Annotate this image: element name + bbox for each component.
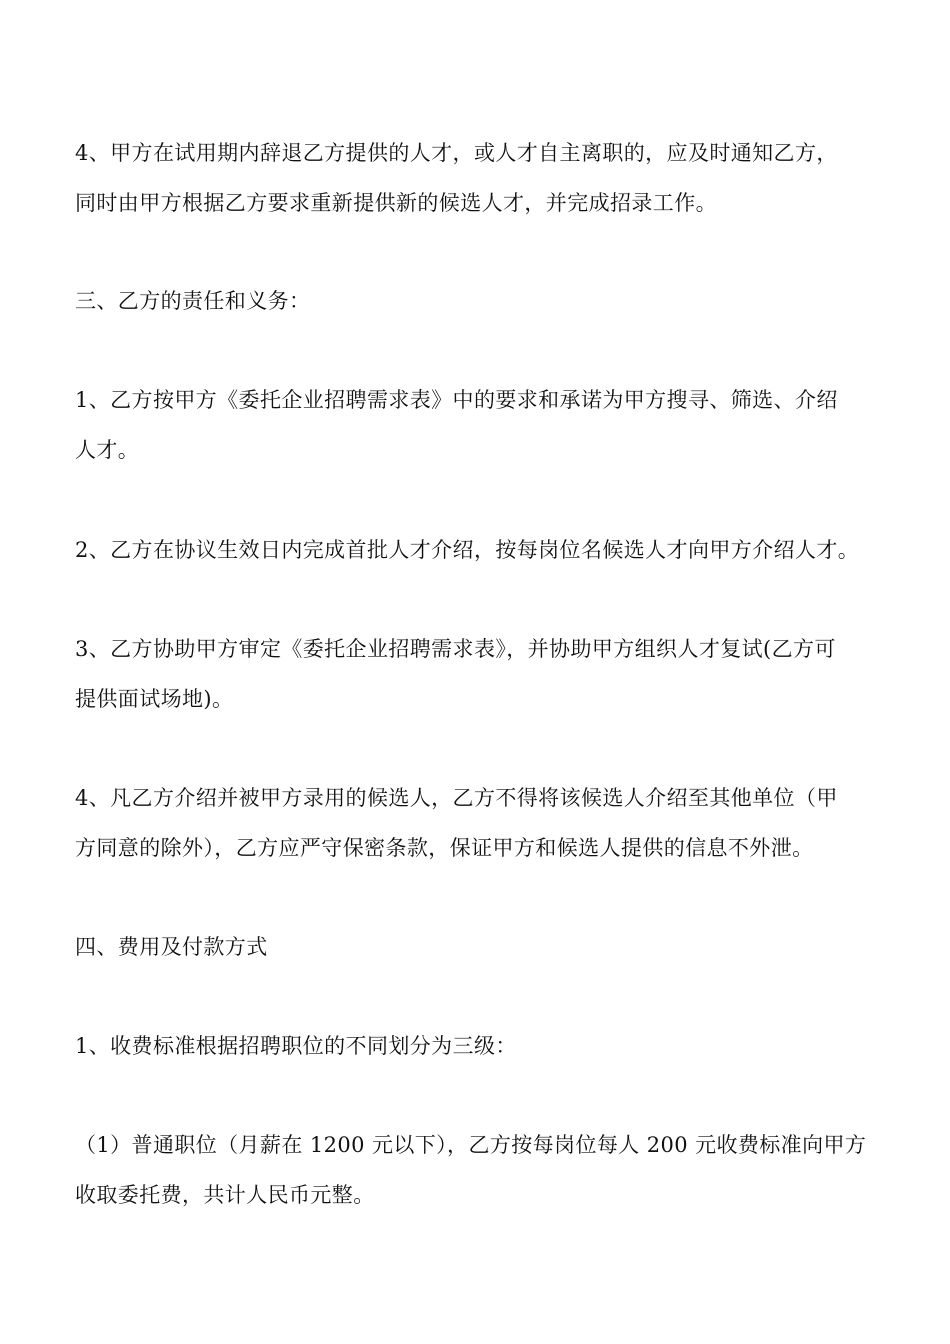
paragraph-duty-2 — [75, 525, 883, 575]
paragraph-duty-3 — [75, 624, 883, 724]
paragraph-fee-level-1 — [75, 1120, 883, 1220]
text-line: 3、乙方协助甲方审定《委托企业招聘需求表》，并协助甲方组织人才复试(乙方可 — [75, 637, 836, 661]
section-heading-party-b-duties — [75, 276, 883, 326]
text-line: 提供面试场地)。 — [75, 687, 234, 711]
text-line: 4、凡乙方介绍并被甲方录用的候选人，乙方不得将该候选人介绍至其他单位（甲 — [75, 786, 838, 810]
text-line: 1、收费标准根据招聘职位的不同划分为三级： — [75, 1034, 517, 1058]
text-line: 同时由甲方根据乙方要求重新提供新的候选人才，并完成招录工作。 — [75, 191, 717, 215]
text-line: 四、费用及付款方式 — [75, 935, 268, 959]
text-line: 收取委托费，共计人民币元整。 — [75, 1183, 375, 1207]
paragraph-duty-1 — [75, 375, 883, 475]
text-line: 2、乙方在协议生效日内完成首批人才介绍，按每岗位名候选人才向甲方介绍人才。 — [75, 538, 860, 562]
text-line: （1）普通职位（月薪在 1200 元以下），乙方按每岗位每人 200 元收费标准向甲方 — [75, 1133, 867, 1157]
paragraph-fee-standard — [75, 1021, 883, 1071]
text-line: 人才。 — [75, 438, 140, 462]
text-line: 1、乙方按甲方《委托企业招聘需求表》中的要求和承诺为甲方搜寻、筛选、介绍 — [75, 388, 838, 412]
section-heading-fees-payment — [75, 922, 883, 972]
text-line: 三、乙方的责任和义务： — [75, 289, 311, 313]
paragraph-trial-period-dismissal — [75, 128, 883, 228]
text-line: 方同意的除外），乙方应严守保密条款，保证甲方和候选人提供的信息不外泄。 — [75, 836, 814, 860]
text-line: 4、甲方在试用期内辞退乙方提供的人才，或人才自主离职的，应及时通知乙方， — [75, 141, 838, 165]
paragraph-duty-4 — [75, 773, 883, 873]
